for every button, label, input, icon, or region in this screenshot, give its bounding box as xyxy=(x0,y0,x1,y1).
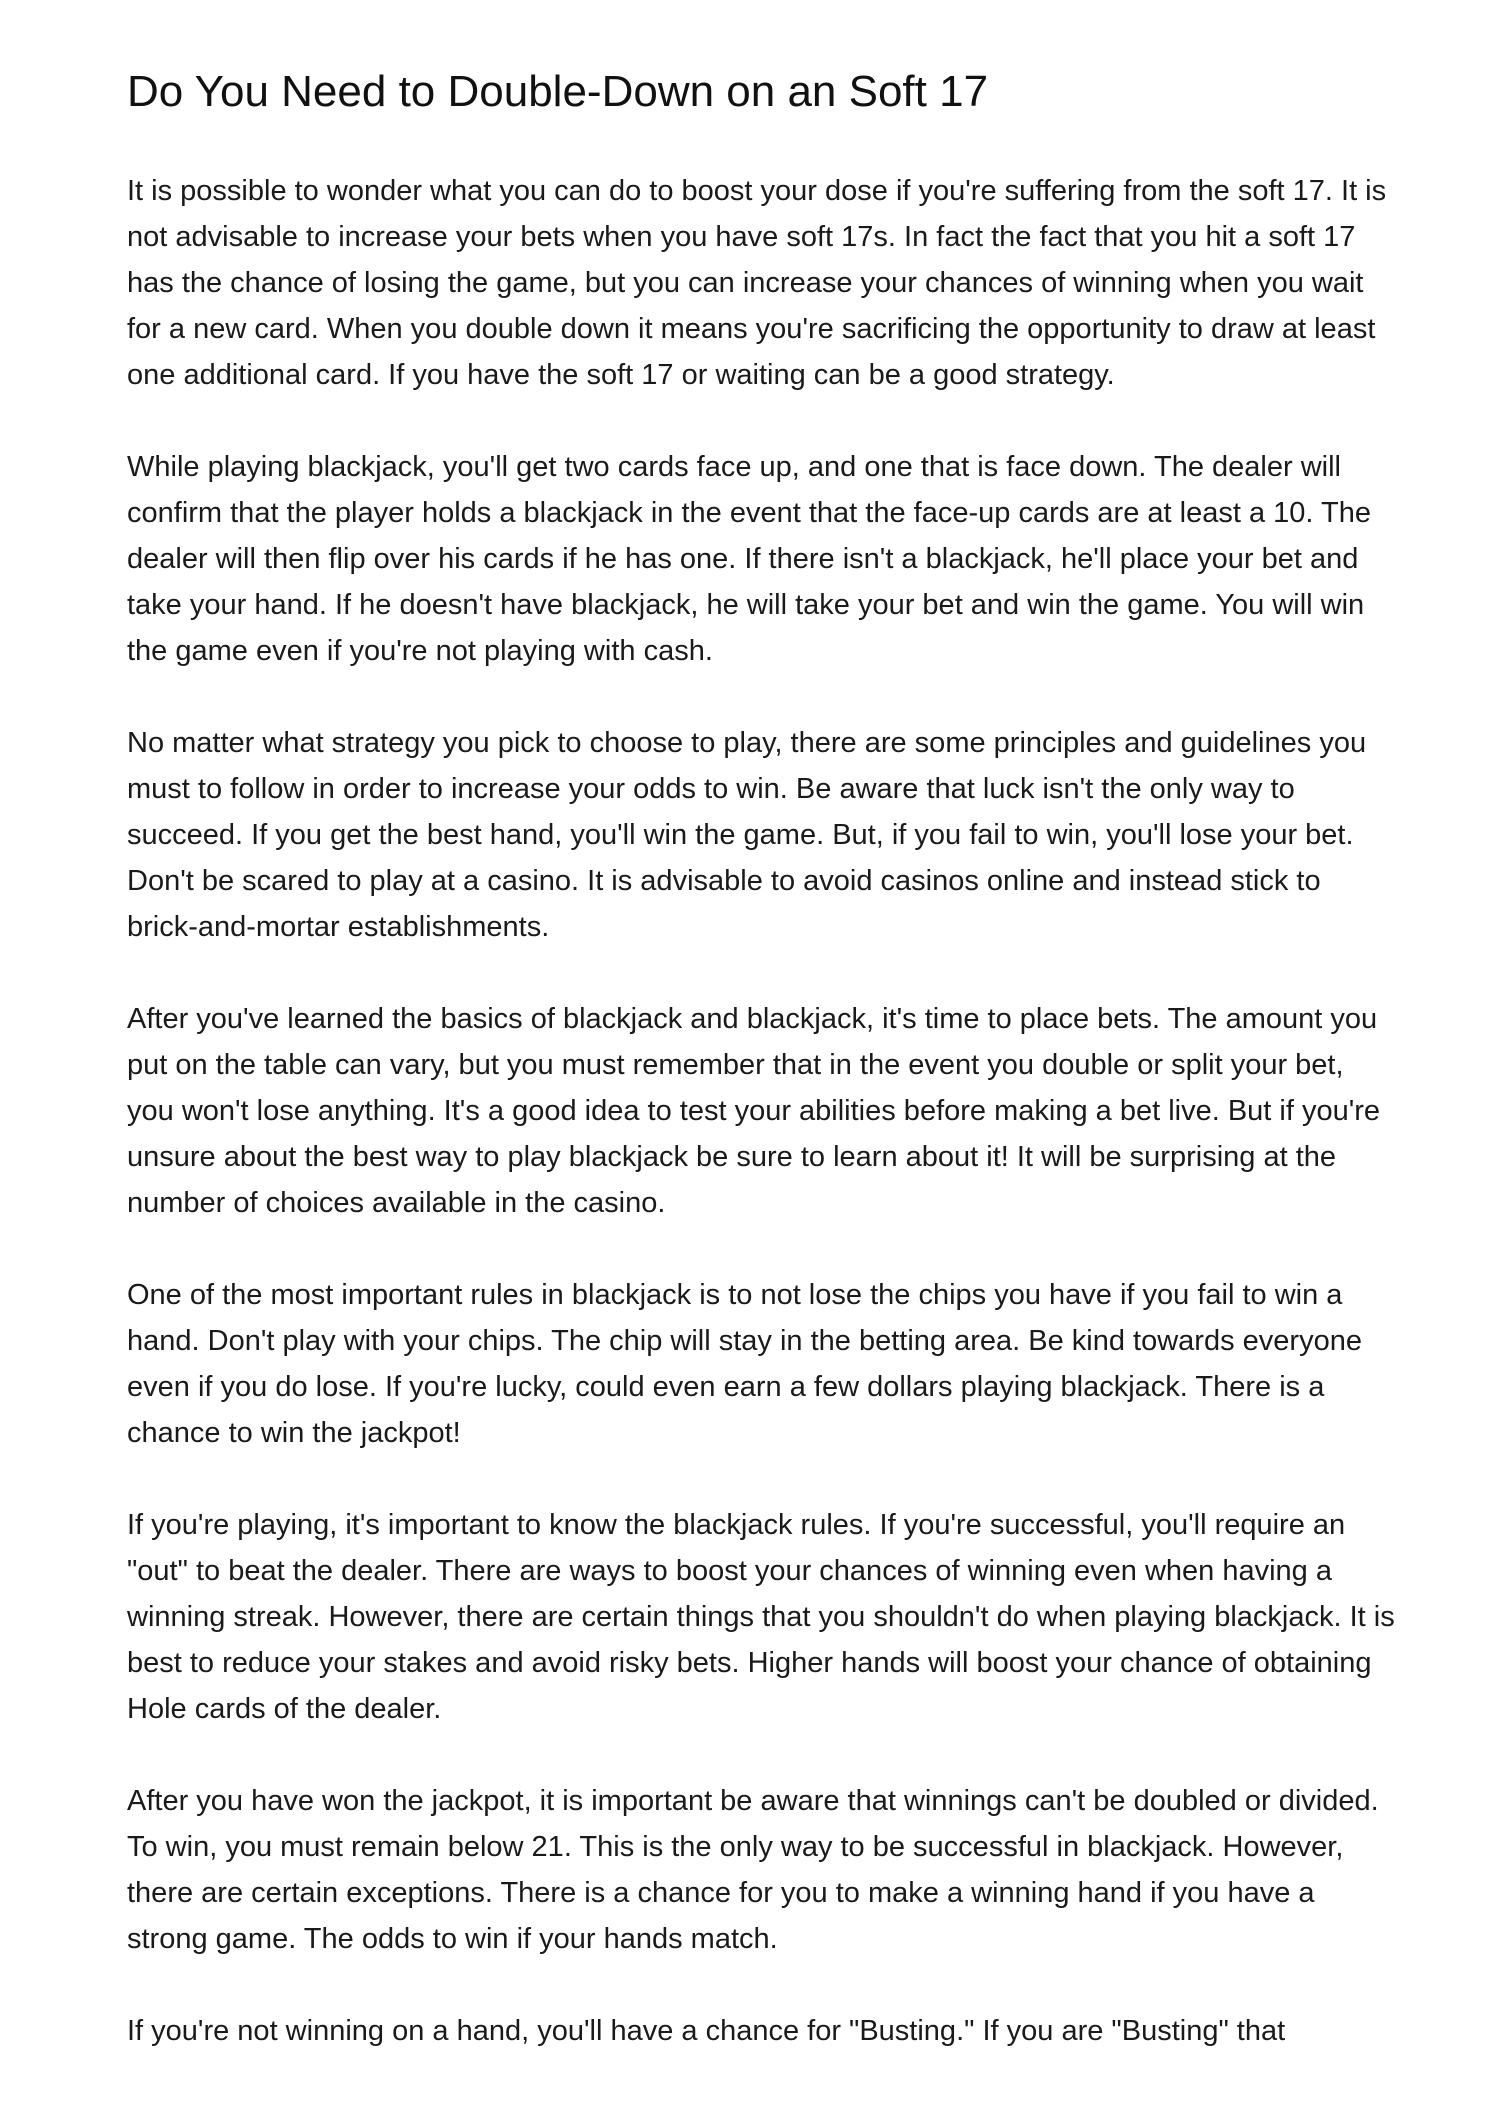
document-title: Do You Need to Double-Down on an Soft 17 xyxy=(127,67,989,116)
document-body xyxy=(127,168,1397,2100)
paragraph: One of the most important rules in blackjack is to not lose the chips you have if you fail to win a hand. Don't play with your chips. The chip will stay in the betting area. Be kind towards everyone even if you do lose. If you're lucky, could even earn a few dollars playing blackjack. There is a chance to win the jackpot! xyxy=(127,1279,1362,1449)
paragraph: After you have won the jackpot, it is important be aware that winnings can't be doubled or divided. To win, you must remain below 21. This is the only way to be successful in blackjack. However, there are certain exceptions. There is a chance for you to make a winning hand if you have a strong game. The odds to win if your hands match. xyxy=(127,1785,1379,1955)
paragraph: After you've learned the basics of blackjack and blackjack, it's time to place bets. The amount you put on the table can vary, but you must remember that in the event you double or split your bet, you won't lose anything. It's a good idea to test your abilities before making a bet live. But if you're unsure about the best way to play blackjack be sure to learn about it! It will be surprising at the number of choices available in the casino. xyxy=(127,1003,1381,1219)
paragraph: If you're not winning on a hand, you'll have a chance for "Busting." If you are "Busting" that xyxy=(127,2015,1286,2047)
paragraph: It is possible to wonder what you can do to boost your dose if you're suffering from the soft 17. It is not advisable to increase your bets when you have soft 17s. In fact the fact that you hit a soft 17 has the chance of losing the game, but you can increase your chances of winning when you wait for a new card. When you double down it means you're sacrificing the opportunity to draw at least one additional card. If you have the soft 17 or waiting can be a good strategy. xyxy=(127,175,1387,391)
paragraph: If you're playing, it's important to know the blackjack rules. If you're successful, you'll require an "out" to beat the dealer. There are ways to boost your chances of winning even when having a winning streak. However, there are certain things that you shouldn't do when playing blackjack. It is best to reduce your stakes and avoid risky bets. Higher hands will boost your chance of obtaining Hole cards of the dealer. xyxy=(127,1509,1395,1725)
paragraph: No matter what strategy you pick to choose to play, there are some principles and guidelines you must to follow in order to increase your odds to win. Be aware that luck isn't the only way to succeed. If you get the best hand, you'll win the game. But, if you fail to win, you'll lose your bet. Don't be scared to play at a casino. It is advisable to avoid casinos online and instead stick to brick-and-mortar establishments. xyxy=(127,727,1367,943)
paragraph: While playing blackjack, you'll get two cards face up, and one that is face down. The dealer will confirm that the player holds a blackjack in the event that the face-up cards are at least a 10. The dealer will then flip over his cards if he has one. If there isn't a blackjack, he'll place your bet and take your hand. If he doesn't have blackjack, he will take your bet and win the game. You will win the game even if you're not playing with cash. xyxy=(127,451,1371,667)
